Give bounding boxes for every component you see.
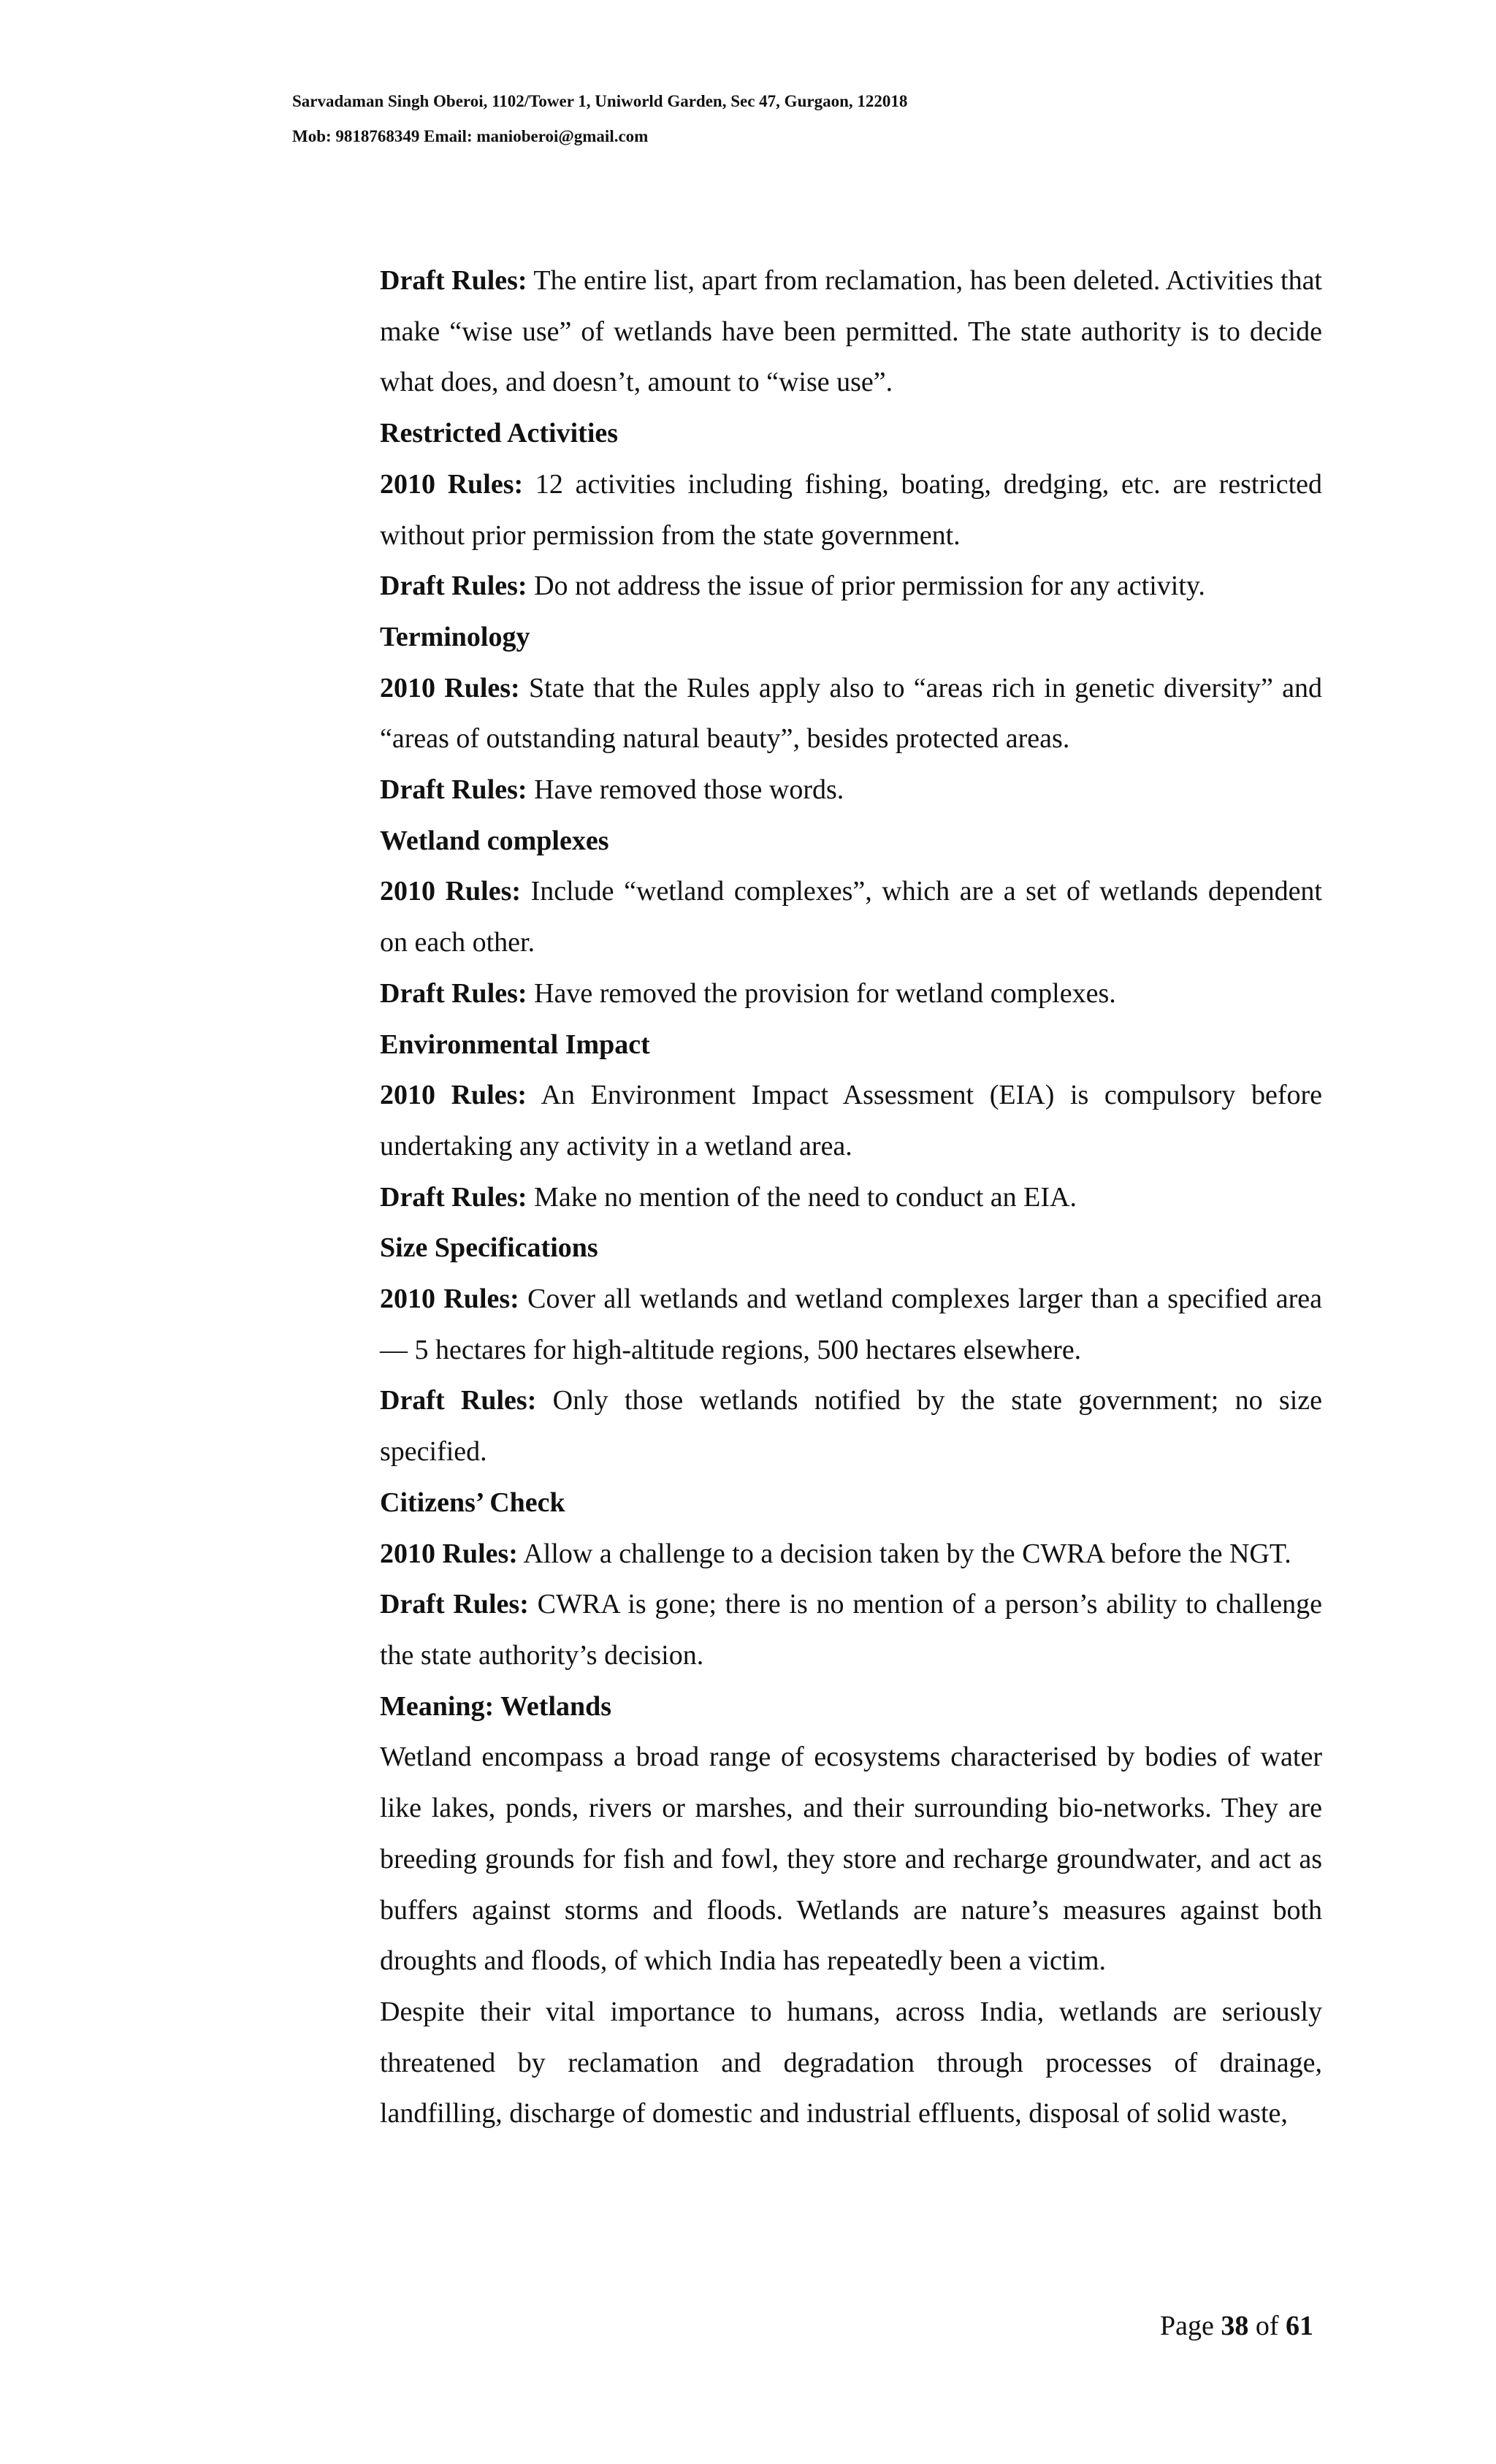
letterhead [292, 84, 907, 154]
section-heading: Citizens’ Check [380, 1487, 565, 1518]
paragraph [380, 1529, 1322, 1580]
paragraph-label: 2010 Rules: [380, 1080, 527, 1111]
paragraph-text: State that the Rules apply also to “areas rich in genetic diversity” and “areas of outstanding natural beauty”, besides protected areas. [380, 672, 1323, 755]
paragraph-label: Draft Rules: [380, 774, 527, 806]
paragraph-text: An Environment Impact Assessment (EIA) is compulsory before undertaking any activity in a wetland area. [380, 1080, 1322, 1162]
paragraph-label: Draft Rules: [380, 1385, 537, 1416]
section-heading: Wetland complexes [380, 825, 609, 856]
paragraph [380, 1579, 1322, 1681]
paragraph-text: Have removed the provision for wetland complexes. [527, 977, 1116, 1009]
paragraph-text: Have removed those words. [527, 774, 844, 806]
page-word: Page [1160, 2311, 1214, 2341]
paragraph [380, 561, 1322, 612]
paragraph: Despite their vital importance to humans, across India, wetlands are seriously threatened by reclamation and degradation through processes of drainage, landfilling, discharge of domestic and industrial effluents, disposal of solid waste, [380, 1996, 1322, 2129]
paragraph-text: The entire list, apart from reclamation, has been deleted. Activities that make “wise use” of wetlands have been permitted. The state authority is to decide what does, and doesn’t, amount to “wise use”. [380, 265, 1322, 398]
paragraph-text: Allow a challenge to a decision taken by the CWRA before the NGT. [517, 1538, 1291, 1569]
paragraph-text: CWRA is gone; there is no mention of a person’s ability to challenge the state authority’s decision. [380, 1589, 1322, 1671]
paragraph [380, 459, 1322, 561]
letterhead-address: Sarvadaman Singh Oberoi, 1102/Tower 1, Uniworld Garden, Sec 47, Gurgaon, 122018 [292, 92, 908, 110]
paragraph [380, 1070, 1322, 1172]
paragraph [380, 1376, 1322, 1477]
paragraph-label: 2010 Rules: [380, 876, 522, 907]
page-number [1160, 2310, 1313, 2342]
paragraph-label: Draft Rules: [380, 265, 527, 296]
paragraph-label: Draft Rules: [380, 977, 527, 1009]
paragraph: Wetland encompass a broad range of ecosystems characterised by bodies of water like lakes, ponds, rivers or marshes, and their surrounding bio-networks. They are breeding grounds for fish and fowl, they store and recharge groundwater, and act as buffers against storms and floods. Wetlands are nature’s measures against both droughts and floods, of which India has repeatedly been a victim. [380, 1742, 1322, 1977]
paragraph-label: Draft Rules: [380, 571, 527, 602]
paragraph-text: Cover all wetlands and wetland complexes larger than a specified area — 5 hectares for high-altitude regions, 500 hectares elsewhere. [380, 1284, 1322, 1365]
paragraph-label: 2010 Rules: [380, 468, 524, 500]
paragraph-label: Draft Rules: [380, 1181, 527, 1213]
paragraph-label: 2010 Rules: [380, 1538, 518, 1569]
paragraph-text: Only those wetlands notified by the state government; no size specified. [380, 1385, 1322, 1468]
paragraph-text: Make no mention of the need to conduct an EIA. [527, 1181, 1077, 1213]
page-current: 38 [1221, 2311, 1249, 2341]
paragraph-text: Do not address the issue of prior permission for any activity. [527, 571, 1205, 602]
paragraph [380, 1172, 1322, 1224]
paragraph [380, 969, 1322, 1020]
of-word: of [1255, 2311, 1279, 2341]
paragraph-label: 2010 Rules: [380, 672, 520, 703]
page-content [380, 256, 1322, 2140]
paragraph [380, 765, 1322, 816]
letterhead-contact: Mob: 9818768349 Email: manioberoi@gmail.com [292, 127, 649, 145]
paragraph [380, 1274, 1322, 1376]
paragraph-label: Draft Rules: [380, 1589, 529, 1620]
section-heading: Terminology [380, 621, 530, 652]
paragraph [380, 663, 1322, 765]
section-heading: Environmental Impact [380, 1029, 650, 1060]
section-heading: Size Specifications [380, 1232, 598, 1264]
paragraph-label: 2010 Rules: [380, 1284, 519, 1315]
paragraph [380, 256, 1322, 408]
paragraph-text: Include “wetland complexes”, which are a set of wetlands dependent on each other. [380, 876, 1322, 958]
paragraph [380, 866, 1322, 968]
page-total: 61 [1286, 2311, 1314, 2341]
section-heading: Meaning: Wetlands [380, 1690, 612, 1722]
section-heading: Restricted Activities [380, 418, 619, 449]
paragraph-text: 12 activities including fishing, boating, dredging, etc. are restricted without prior permission from the state government. [380, 468, 1322, 551]
